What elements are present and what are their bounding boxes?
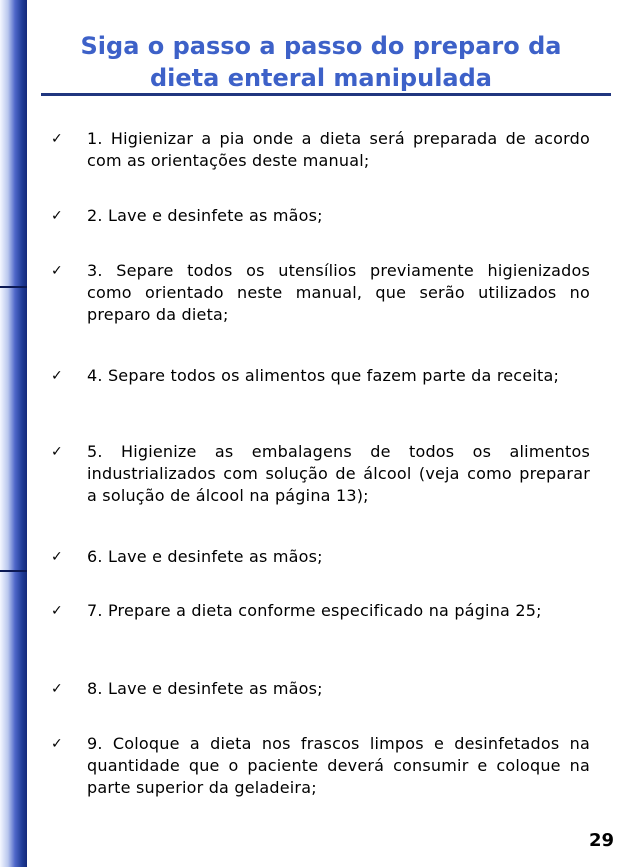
list-item-text: 8. Lave e desinfete as mãos;: [87, 679, 323, 698]
sidebar-divider: [0, 570, 27, 572]
sidebar-divider: [0, 286, 27, 288]
check-mark-icon: ✓: [51, 368, 63, 384]
list-item-text: 3. Separe todos os utensílios previamente higienizados como orientado neste manual, que serão utilizados no preparo da dieta;: [87, 261, 590, 324]
title-line-1: Siga o passo a passo do preparo da: [80, 32, 562, 60]
page-title: [30, 30, 612, 94]
list-item-text: 6. Lave e desinfete as mãos;: [87, 547, 323, 566]
list-item-text: 1. Higienizar a pia onde a dieta será preparada de acordo com as orientações deste manual;: [87, 129, 590, 170]
list-item-text: 5. Higienize as embalagens de todos os alimentos industrializados com solução de álcool (veja como preparar a solução de álcool na página 13);: [87, 442, 590, 505]
list-item-text: 2. Lave e desinfete as mãos;: [87, 206, 323, 225]
check-mark-icon: ✓: [51, 681, 63, 697]
check-mark-icon: ✓: [51, 208, 63, 224]
check-mark-icon: ✓: [51, 736, 63, 752]
page-number: 29: [588, 830, 614, 851]
title-underline: [41, 93, 611, 96]
check-mark-icon: ✓: [51, 549, 63, 565]
list-item-text: 4. Separe todos os alimentos que fazem parte da receita;: [87, 366, 560, 385]
check-mark-icon: ✓: [51, 263, 63, 279]
check-mark-icon: ✓: [51, 131, 63, 147]
title-line-2: dieta enteral manipulada: [149, 64, 492, 92]
check-mark-icon: ✓: [51, 603, 63, 619]
list-item-text: 9. Coloque a dieta nos frascos limpos e desinfetados na quantidade que o paciente deverá consumir e coloque na parte superior da geladeira;: [87, 734, 590, 797]
sidebar-decoration: [0, 0, 27, 867]
list-item-text: 7. Prepare a dieta conforme especificado na página 25;: [87, 601, 542, 620]
check-mark-icon: ✓: [51, 444, 63, 460]
